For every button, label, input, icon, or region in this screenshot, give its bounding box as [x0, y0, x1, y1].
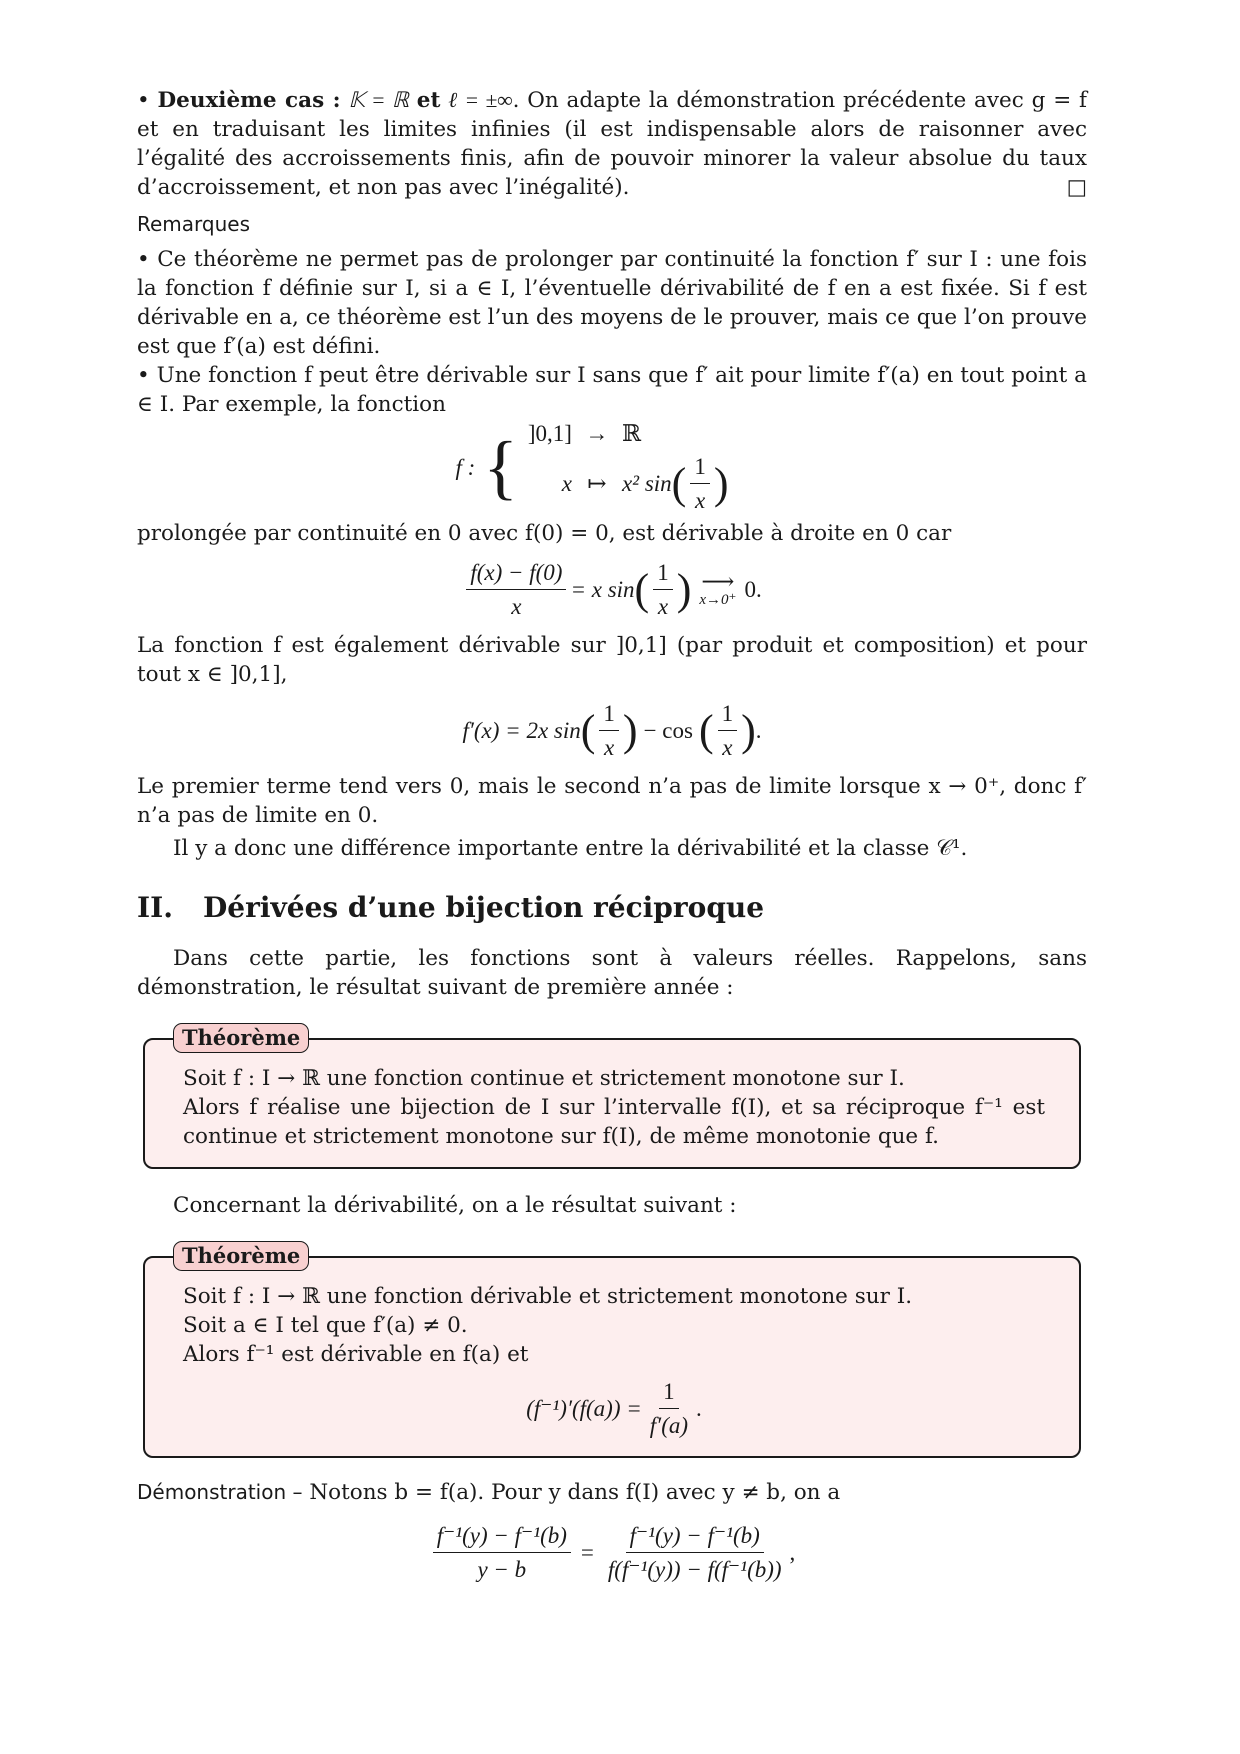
eq1-limit: x→0⁺ [699, 591, 737, 608]
fraction-num: 1 [690, 452, 710, 484]
case2-bullet: • [137, 88, 150, 113]
fraction-den: x [694, 488, 706, 513]
theorem1-line1: Soit f : I → ℝ une fonction continue et strictement monotone sur I. [183, 1066, 905, 1091]
eq1-inner-num: 1 [653, 558, 673, 590]
fraction-one-over-x [690, 452, 710, 515]
theorem2-line2: Soit a ∈ I tel que f′(a) ≠ 0. [183, 1313, 468, 1338]
theorem2-formula [183, 1377, 1045, 1440]
section-intro: Dans cette partie, les fonctions sont à valeurs réelles. Rappelons, sans démonstration, le résultat suivant de première année : [137, 946, 1087, 1000]
function-expression [622, 452, 729, 515]
conclusion-paragraph: Il y a donc une différence importante entre la dérivabilité et la classe 𝒞¹. [173, 836, 968, 861]
section-heading [137, 893, 1087, 922]
paren-left: ( [671, 459, 687, 508]
case2-cond-l: ℓ = ±∞ [448, 88, 513, 112]
eq1-end: 0. [744, 577, 762, 602]
function-definition [137, 419, 1087, 515]
theorem2-line1: Soit f : I → ℝ une fonction dérivable et strictement monotone sur I. [183, 1284, 913, 1309]
function-brace: { [483, 427, 518, 507]
eq1-mid: = x sin [570, 577, 635, 602]
document-page [137, 86, 1087, 1594]
remark-item-1: • Ce théorème ne permet pas de prolonger par continuité la fonction f′ sur I : une fois la fonction f définie sur I, si a ∈ I, l’éventuelle dérivabilité de f en a est fixée. Si f est dérivable en a, ce théorème est l’un des moyens de le prouver, mais ce que l’on prouve est que f′(a) est défini. [137, 247, 1087, 359]
theorem-label-1: Théorème [173, 1023, 309, 1053]
formula-lhs: (f⁻¹)′(f(a)) = [526, 1396, 642, 1421]
equation-difference-quotient [137, 558, 1087, 621]
eq1-fraction [466, 558, 566, 621]
proof-label: Démonstration – [137, 1480, 303, 1504]
function-codomain: ℝ [621, 421, 642, 446]
eq2-den-2: x [722, 735, 733, 760]
eq1-inner-den: x [657, 594, 669, 619]
proof-rhs-fraction [604, 1521, 786, 1584]
function-expression-text: x² sin [621, 471, 672, 496]
eq2-fraction-1 [599, 699, 619, 762]
eq2-end: . [755, 718, 762, 743]
qed-symbol: □ [1066, 175, 1087, 200]
function-variable: x [561, 471, 572, 496]
formula-num: 1 [659, 1377, 679, 1409]
proof-rhs-den: f(f⁻¹(y)) − f(f⁻¹(b)) [607, 1557, 782, 1582]
remarks-title: Remarques [137, 212, 251, 236]
theorem-box-2 [143, 1243, 1081, 1458]
eq1-paren-right: ) [676, 565, 692, 614]
eq2-lhs: f′(x) = 2x sin [462, 718, 581, 743]
eq1-inner-fraction [653, 558, 673, 621]
theorem-label-2: Théorème [173, 1241, 309, 1271]
function-arrow: → [585, 421, 609, 446]
proof-end: , [789, 1540, 796, 1565]
concerning-paragraph: Concernant la dérivabilité, on a le résultat suivant : [173, 1193, 737, 1218]
proof-equation [137, 1521, 1087, 1584]
case2-text: . On adapte la démonstration précédente avec g = f et en traduisant les limites infinies (il est indispensable alors de raisonner avec l’égalité des accroissements finis, afin de pouvoir minorer la valeur absolue du taux d’accroissement, et non pas avec l’inégalité). [137, 88, 1088, 200]
eq2-num-2: 1 [718, 699, 738, 731]
eq1-den: x [511, 594, 522, 619]
function-domain: ]0,1] [527, 421, 572, 446]
eq2-paren-left-1: ( [580, 706, 596, 755]
equation-derivative [137, 699, 1087, 762]
eq1-paren-left: ( [634, 565, 650, 614]
eq1-arrow: ⟶ [701, 568, 735, 594]
section-title: Dérivées d’une bijection réciproque [203, 891, 765, 924]
function-mapping [528, 419, 729, 515]
case2-and: et [416, 88, 441, 113]
paren-right: ) [713, 459, 729, 508]
theorem1-line2: Alors f réalise une bijection de I sur l’intervalle f(I), et sa réciproque f⁻¹ est continue et strictement monotone sur f(I), de même monotonie que f. [183, 1095, 1045, 1149]
eq2-paren-right-2: ) [741, 706, 756, 755]
remark-item-2: • Une fonction f peut être dérivable sur I sans que f′ ait pour limite f′(a) en tout point a ∈ I. Par exemple, la fonction [137, 363, 1087, 417]
eq2-mid: − cos [643, 718, 693, 743]
function-name: f : [455, 454, 476, 480]
formula-end: . [696, 1396, 702, 1421]
eq1-limit-arrow [699, 568, 737, 608]
case2-paragraph [137, 86, 1087, 202]
proof-lhs-den: y − b [477, 1557, 527, 1582]
derivable-paragraph: La fonction f est également dérivable sur ]0,1] (par produit et composition) et pour tout x ∈ ]0,1], [137, 633, 1087, 687]
first-term-paragraph: Le premier terme tend vers 0, mais le second n’a pas de limite lorsque x → 0⁺, donc f′ n’a pas de limite en 0. [137, 774, 1087, 828]
eq2-num-1: 1 [599, 699, 619, 731]
proof-paragraph [137, 1478, 1087, 1507]
proof-eq: = [580, 1540, 594, 1565]
proof-lhs-num: f⁻¹(y) − f⁻¹(b) [433, 1521, 571, 1553]
prolong-paragraph: prolongée par continuité en 0 avec f(0) = 0, est dérivable à droite en 0 car [137, 521, 952, 546]
proof-text: Notons b = f(a). Pour y dans f(I) avec y ≠ b, on a [309, 1480, 841, 1505]
case2-label: Deuxième cas : [157, 88, 341, 113]
function-mapsto: ↦ [587, 471, 607, 496]
eq2-den-1: x [604, 735, 615, 760]
proof-lhs-fraction [433, 1521, 571, 1584]
eq1-num: f(x) − f(0) [466, 558, 566, 590]
formula-fraction [646, 1377, 692, 1440]
eq2-fraction-2 [718, 699, 738, 762]
case2-cond-k: 𝕂 = ℝ [348, 88, 409, 112]
formula-den: f′(a) [649, 1413, 689, 1438]
theorem2-line3: Alors f⁻¹ est dérivable en f(a) et [183, 1342, 529, 1367]
eq2-paren-right-1: ) [622, 706, 638, 755]
eq2-paren-left-2: ( [698, 706, 714, 755]
theorem-box-1 [143, 1025, 1081, 1169]
section-number: II. [137, 891, 173, 924]
proof-rhs-num: f⁻¹(y) − f⁻¹(b) [626, 1521, 764, 1553]
